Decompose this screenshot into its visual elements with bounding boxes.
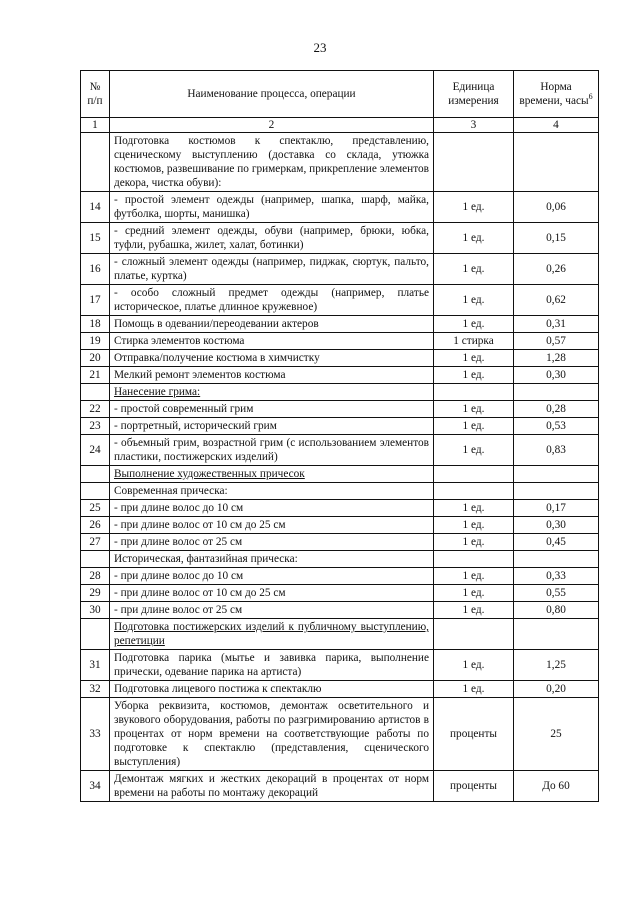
table-row: [81, 192, 599, 223]
table-row: [81, 568, 599, 585]
row-name: Подготовка постижерских изделий к публичному выступлению, репетиции: [110, 619, 434, 650]
row-unit: 1 ед.: [434, 534, 514, 551]
row-value: 0,31: [514, 316, 599, 333]
row-unit: [434, 551, 514, 568]
row-unit: проценты: [434, 698, 514, 771]
row-number: [81, 551, 110, 568]
row-value: 0,28: [514, 401, 599, 418]
row-number: 21: [81, 367, 110, 384]
row-value: 0,30: [514, 517, 599, 534]
row-value: [514, 384, 599, 401]
row-name: Выполнение художественных причесок: [110, 466, 434, 483]
row-value: 0,83: [514, 435, 599, 466]
row-name: - сложный элемент одежды (например, пиджак, сюртук, пальто, платье, куртка): [110, 254, 434, 285]
row-unit: 1 ед.: [434, 192, 514, 223]
row-unit: 1 ед.: [434, 418, 514, 435]
row-unit: 1 ед.: [434, 602, 514, 619]
row-value: 0,33: [514, 568, 599, 585]
row-number: [81, 619, 110, 650]
row-unit: 1 ед.: [434, 401, 514, 418]
row-number: [81, 384, 110, 401]
table-row: [81, 771, 599, 802]
table-row: [81, 483, 599, 500]
row-value: 0,30: [514, 367, 599, 384]
row-number: [81, 483, 110, 500]
row-number: 29: [81, 585, 110, 602]
column-number-row: [81, 118, 599, 133]
table-row: [81, 350, 599, 367]
row-name: - средний элемент одежды, обуви (например, брюки, юбка, туфли, рубашка, жилет, халат, ботинки): [110, 223, 434, 254]
row-name: - при длине волос от 25 см: [110, 602, 434, 619]
table-row: [81, 367, 599, 384]
row-name: - объемный грим, возрастной грим (с использованием элементов пластики, постижерских изделий): [110, 435, 434, 466]
table-header-row: [81, 71, 599, 118]
row-number: 31: [81, 650, 110, 681]
row-name: Подготовка парика (мытье и завивка парика, выполнение прически, одевание парика на артиста): [110, 650, 434, 681]
row-name: - простой современный грим: [110, 401, 434, 418]
row-name: - при длине волос от 10 см до 25 см: [110, 517, 434, 534]
row-number: 16: [81, 254, 110, 285]
row-number: [81, 133, 110, 192]
norms-table: [80, 70, 599, 802]
row-number: 28: [81, 568, 110, 585]
footnote-marker: 6: [588, 92, 593, 102]
row-name: Нанесение грима:: [110, 384, 434, 401]
row-number: [81, 466, 110, 483]
row-unit: 1 ед.: [434, 435, 514, 466]
row-number: 23: [81, 418, 110, 435]
row-value: [514, 133, 599, 192]
row-number: 25: [81, 500, 110, 517]
table-row: [81, 585, 599, 602]
row-unit: 1 ед.: [434, 367, 514, 384]
row-name: Уборка реквизита, костюмов, демонтаж осветительного и звукового оборудования, работы по разгримированию артистов в процентах от норм времени на соответствующие работы по подготовке к спектаклю (представления, сценического выступления): [110, 698, 434, 771]
row-number: 20: [81, 350, 110, 367]
row-unit: [434, 466, 514, 483]
row-name: Историческая, фантазийная прическа:: [110, 551, 434, 568]
row-value: 0,55: [514, 585, 599, 602]
row-number: 26: [81, 517, 110, 534]
table-row: [81, 316, 599, 333]
row-value: 1,25: [514, 650, 599, 681]
header-norm-label: Норма времени, часы: [519, 81, 589, 107]
row-unit: [434, 384, 514, 401]
row-number: 34: [81, 771, 110, 802]
row-unit: 1 ед.: [434, 568, 514, 585]
row-value: [514, 619, 599, 650]
table-row: [81, 681, 599, 698]
row-unit: 1 ед.: [434, 285, 514, 316]
table-row: [81, 254, 599, 285]
row-number: 17: [81, 285, 110, 316]
table-row: [81, 401, 599, 418]
table-row: [81, 435, 599, 466]
row-value: 0,15: [514, 223, 599, 254]
row-value: 0,20: [514, 681, 599, 698]
row-name: - простой элемент одежды (например, шапка, шарф, майка, футболка, шорты, манишка): [110, 192, 434, 223]
table-row: [81, 418, 599, 435]
row-name: - при длине волос до 10 см: [110, 500, 434, 517]
table-row: [81, 133, 599, 192]
row-value: [514, 466, 599, 483]
row-value: 0,80: [514, 602, 599, 619]
table-row: [81, 698, 599, 771]
column-number: 2: [110, 118, 434, 133]
table-row: [81, 384, 599, 401]
table-row: [81, 333, 599, 350]
row-number: 14: [81, 192, 110, 223]
table-row: [81, 223, 599, 254]
row-name: Демонтаж мягких и жестких декораций в процентах от норм времени на работы по монтажу декораций: [110, 771, 434, 802]
page-number: 23: [313, 40, 327, 55]
row-number: 30: [81, 602, 110, 619]
row-unit: 1 ед.: [434, 350, 514, 367]
header-number: № п/п: [81, 71, 110, 118]
row-unit: 1 ед.: [434, 650, 514, 681]
row-name: Помощь в одевании/переодевании актеров: [110, 316, 434, 333]
row-value: 0,57: [514, 333, 599, 350]
row-name: Мелкий ремонт элементов костюма: [110, 367, 434, 384]
row-unit: 1 ед.: [434, 517, 514, 534]
table-row: [81, 466, 599, 483]
row-unit: 1 ед.: [434, 681, 514, 698]
column-number: 3: [434, 118, 514, 133]
row-unit: 1 ед.: [434, 223, 514, 254]
row-number: 33: [81, 698, 110, 771]
table-row: [81, 551, 599, 568]
row-unit: 1 ед.: [434, 254, 514, 285]
row-value: [514, 551, 599, 568]
row-name: - особо сложный предмет одежды (например, платье историческое, платье длинное кружевное): [110, 285, 434, 316]
row-name: Подготовка лицевого постижа к спектаклю: [110, 681, 434, 698]
column-number: 4: [514, 118, 599, 133]
row-number: 18: [81, 316, 110, 333]
row-number: 32: [81, 681, 110, 698]
row-number: 15: [81, 223, 110, 254]
row-value: 0,62: [514, 285, 599, 316]
row-value: До 60: [514, 771, 599, 802]
table-body: [81, 133, 599, 802]
row-value: 1,28: [514, 350, 599, 367]
row-number: 27: [81, 534, 110, 551]
row-name: - при длине волос от 10 см до 25 см: [110, 585, 434, 602]
row-name: Отправка/получение костюма в химчистку: [110, 350, 434, 367]
row-unit: 1 ед.: [434, 585, 514, 602]
table-row: [81, 650, 599, 681]
row-name: Подготовка костюмов к спектаклю, представлению, сценическому выступлению (доставка со склада, утюжка костюмов, развешивание по гримеркам, прикрепление элементов декора, чистка обуви):: [110, 133, 434, 192]
row-unit: 1 ед.: [434, 500, 514, 517]
column-number: 1: [81, 118, 110, 133]
table-row: [81, 602, 599, 619]
row-value: 0,53: [514, 418, 599, 435]
row-unit: проценты: [434, 771, 514, 802]
row-number: 22: [81, 401, 110, 418]
table-row: [81, 534, 599, 551]
row-name: - портретный, исторический грим: [110, 418, 434, 435]
row-number: 24: [81, 435, 110, 466]
row-name: Стирка элементов костюма: [110, 333, 434, 350]
table-row: [81, 285, 599, 316]
row-number: 19: [81, 333, 110, 350]
row-unit: 1 стирка: [434, 333, 514, 350]
row-name: - при длине волос от 25 см: [110, 534, 434, 551]
table-row: [81, 619, 599, 650]
table-row: [81, 500, 599, 517]
table-row: [81, 517, 599, 534]
row-unit: [434, 619, 514, 650]
row-unit: [434, 483, 514, 500]
header-name: Наименование процесса, операции: [110, 71, 434, 118]
row-value: [514, 483, 599, 500]
row-value: 25: [514, 698, 599, 771]
header-norm: [514, 71, 599, 118]
header-unit: Единица измерения: [434, 71, 514, 118]
row-name: - при длине волос до 10 см: [110, 568, 434, 585]
row-value: 0,17: [514, 500, 599, 517]
row-name: Современная прическа:: [110, 483, 434, 500]
row-value: 0,06: [514, 192, 599, 223]
row-unit: 1 ед.: [434, 316, 514, 333]
row-unit: [434, 133, 514, 192]
row-value: 0,45: [514, 534, 599, 551]
row-value: 0,26: [514, 254, 599, 285]
